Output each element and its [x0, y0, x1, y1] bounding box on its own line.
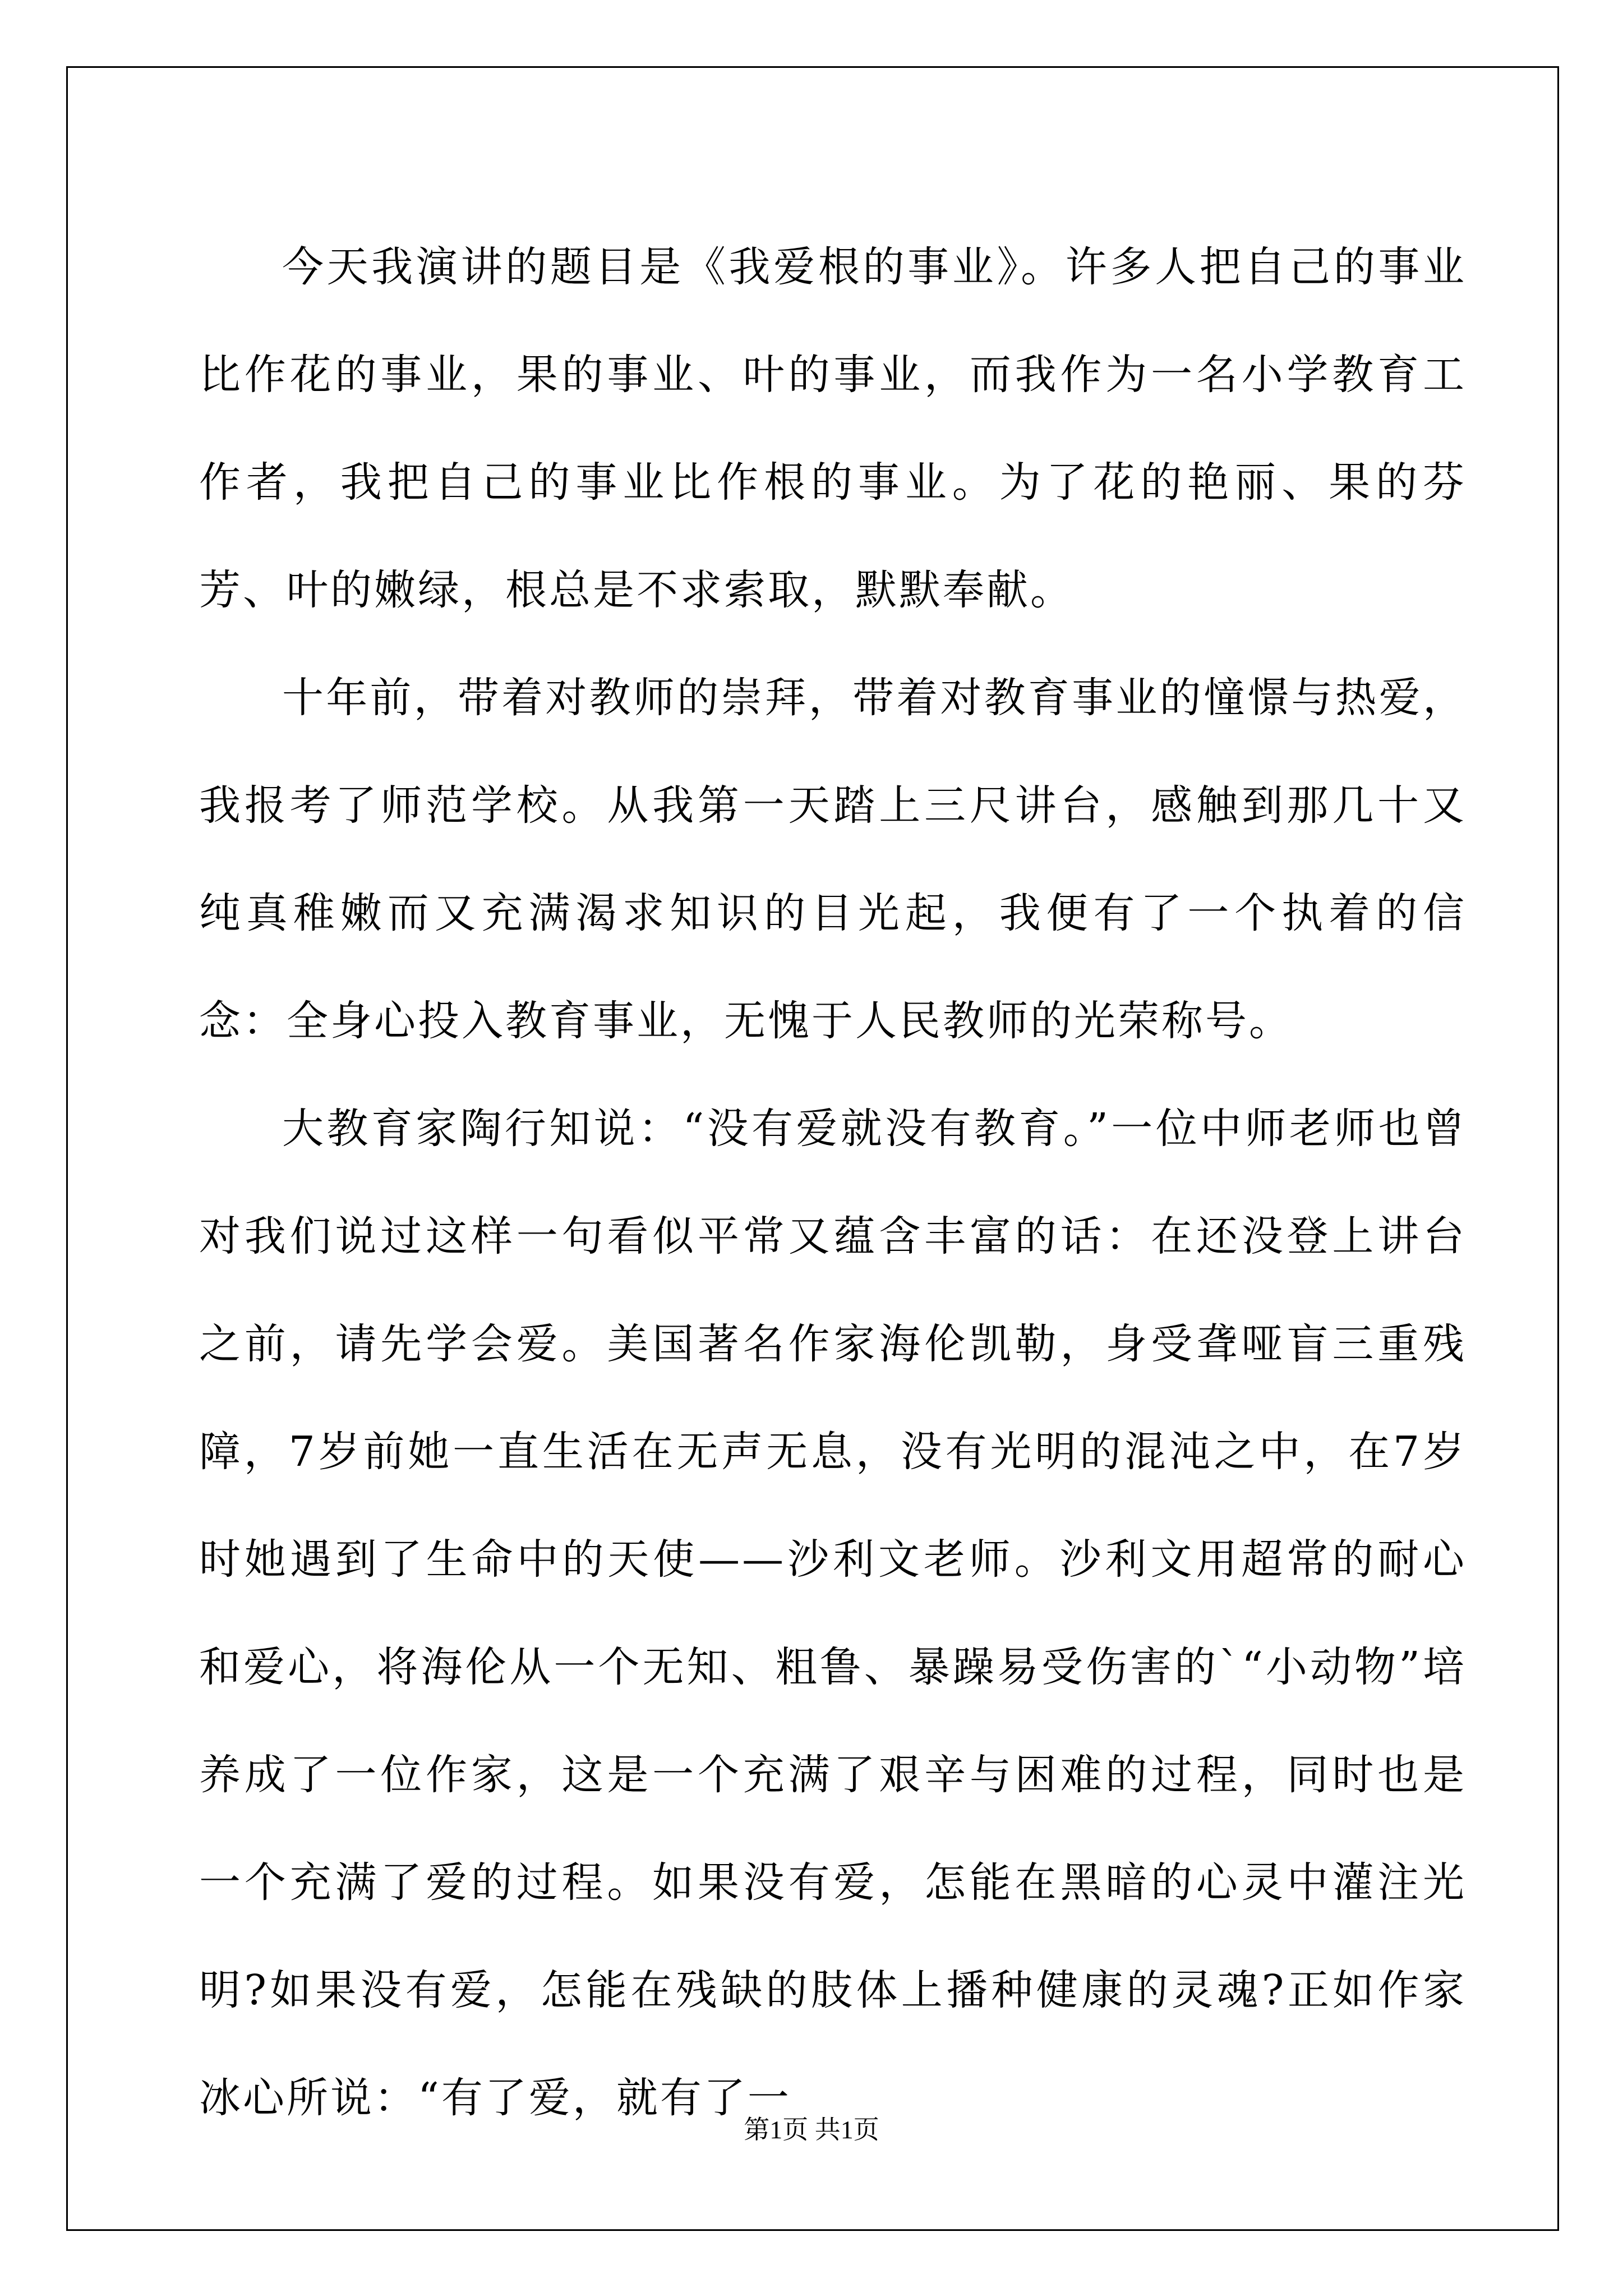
paragraph-2: 十年前，带着对教师的崇拜，带着对教育事业的憧憬与热爱，我报考了师范学校。从我第一天踏上三尺讲台，感触到那几十又纯真稚嫩而又充满渴求知识的目光起，我便有了一个执着的信念：全身心投入教育事业，无愧于人民教师的光荣称号。 [199, 674, 1467, 1045]
document-body [199, 213, 1467, 2152]
paragraph-3: 大教育家陶行知说：“没有爱就没有教育。”一位中师老师也曾对我们说过这样一句看似平常又蕴含丰富的话：在还没登上讲台之前，请先学会爱。美国著名作家海伦凯勒，身受聋哑盲三重残障，7岁前她一直生活在无声无息，没有光明的混沌之中，在7岁时她遇到了生命中的天使——沙利文老师。沙利文用超常的耐心和爱心，将海伦从一个无知、粗鲁、暴躁易受伤害的`“小动物”培养成了一位作家，这是一个充满了艰辛与困难的过程，同时也是一个充满了爱的过程。如果没有爱，怎能在黑暗的心灵中灌注光明?如果没有爱，怎能在残缺的肢体上播种健康的灵魂?正如作家冰心所说：“有了爱，就有了一 [199, 1105, 1467, 2122]
paragraph-1: 今天我演讲的题目是《我爱根的事业》。许多人把自己的事业比作花的事业，果的事业、叶的事业，而我作为一名小学教育工作者，我把自己的事业比作根的事业。为了花的艳丽、果的芬芳、叶的嫩绿，根总是不求索取，默默奉献。 [199, 243, 1467, 614]
page-number-footer: 第1页 共1页 [744, 2115, 879, 2144]
